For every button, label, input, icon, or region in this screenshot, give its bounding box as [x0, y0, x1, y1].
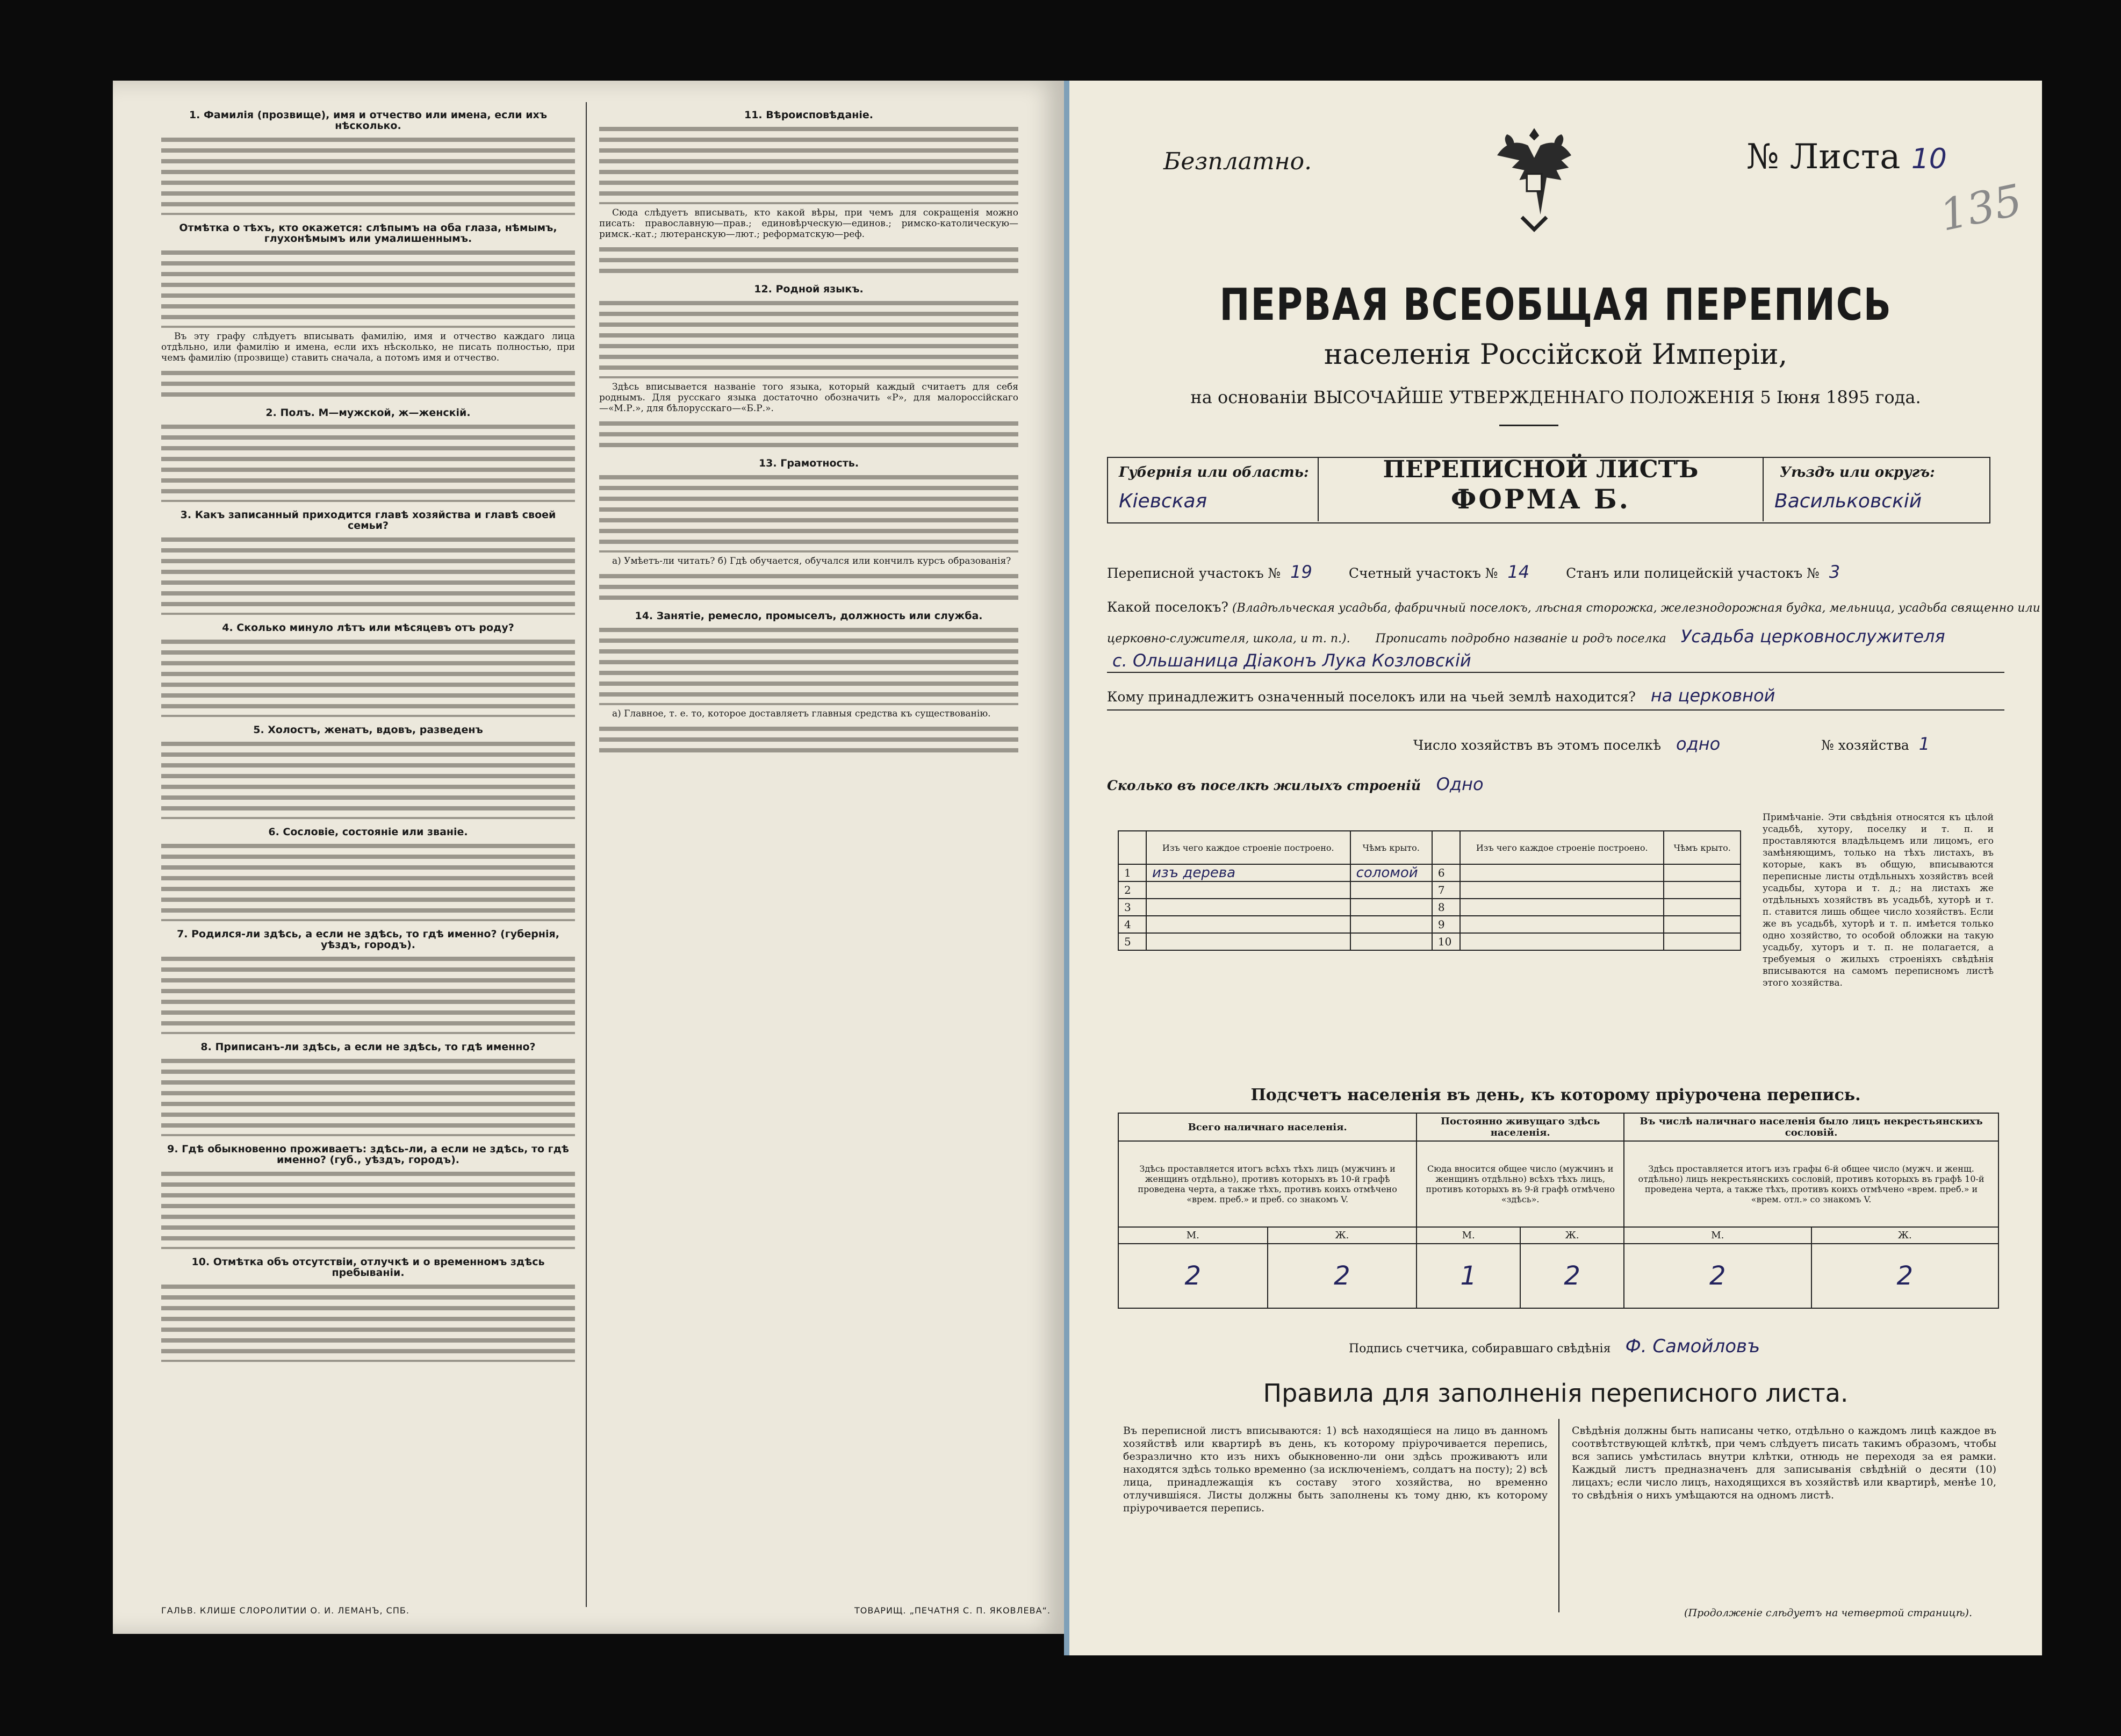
form-header-box [1107, 457, 1990, 523]
free-label: Безплатно. [1163, 148, 1312, 175]
dense-print-texture [161, 134, 575, 215]
settlement-hint-3: Прописать подробно названіе и родъ поселка [1375, 632, 1666, 645]
continuation-note: (Продолженіе слѣдуетъ на четвертой страницѣ). [1684, 1607, 1972, 1619]
settlement-line [1107, 599, 2040, 615]
settlement-value-2: с. Ольшаница Діаконъ Лука Козловскій [1112, 650, 1471, 671]
instruction-heading: 14. Занятіе, ремесло, промыселъ, должность или служба. [635, 610, 983, 622]
pop-head-nonpeasant: Въ числѣ наличнаго населенія было лицъ некрестьянскихъ сословій. [1624, 1113, 1998, 1141]
gubernia-box [1108, 458, 1319, 521]
table-row: 5 10 [1118, 933, 1741, 950]
settlement-label: Какой поселокъ? [1107, 599, 1228, 615]
instruction-heading: 5. Холостъ, женатъ, вдовъ, разведенъ [253, 724, 483, 736]
instruction-heading: 8. Приписанъ-ли здѣсь, а если не здѣсь, то гдѣ именно? [200, 1041, 536, 1053]
pop-head-total: Всего наличнаго населенія. [1118, 1113, 1417, 1141]
sex-f: Ж. [1520, 1227, 1624, 1244]
census-subtitle: населенія Россійской Имперіи, [1324, 339, 1788, 371]
signature-label: Подпись счетчика, собиравшаго свѣдѣнія [1349, 1342, 1611, 1355]
pop-desc-nonpeasant: Здѣсь проставляется итогъ изъ графы 6-й общее число (мужч. и женщ. отдѣльно) лицъ некрестьянскихъ сословій, противъ которыхъ въ графѣ 10-й проведена черта, а также тѣхъ, противъ коихъ отмѣчено «врем. преб.» и «врем. отл.» со знакомъ V. [1624, 1141, 1998, 1227]
instruction-heading: 4. Сколько минуло лѣтъ или мѣсяцевъ отъ роду? [222, 622, 514, 634]
count-value: 14 [1507, 562, 1530, 582]
district-label: Переписной участокъ № [1107, 565, 1281, 581]
census-basis: на основаніи ВЫСОЧАЙШЕ УТВЕРЖДЕННАГО ПОЛОЖЕНІЯ 5 Іюня 1895 года. [1190, 387, 1921, 407]
dense-print-texture [161, 738, 575, 819]
pop-nonpeasant-f: 2 [1811, 1244, 1998, 1308]
dense-print-texture [599, 723, 1018, 756]
settlement-hint-2: церковно-служителя, школа, и т. п.). [1107, 632, 1350, 645]
bt-head-material: Изъ чего каждое строеніе построено. [1146, 831, 1350, 864]
instruction-paragraph: а) Умѣетъ-ли читать? б) Гдѣ обучается, обучался или кончилъ курсъ образованія? [612, 556, 1011, 566]
dense-print-texture [161, 421, 575, 502]
gubernia-label: Губернія или область: [1119, 464, 1309, 480]
table-row: 4 9 [1118, 916, 1741, 933]
buildings-table [1118, 830, 1741, 951]
dense-print-texture [599, 418, 1018, 450]
buildings-value: Одно [1436, 774, 1484, 794]
dense-print-texture [599, 244, 1018, 276]
sex-f: Ж. [1268, 1227, 1417, 1244]
population-caption: Подсчетъ населенія въ день, къ которому пріурочена перепись. [1250, 1086, 1861, 1104]
uezd-box [1763, 458, 1989, 521]
instruction-heading: 1. Фамилія (прозвище), имя и отчество или имена, если ихъ нѣсколько. [189, 109, 548, 132]
dense-print-texture [161, 368, 575, 400]
sex-f: Ж. [1811, 1227, 1998, 1244]
owner-line [1107, 685, 1775, 706]
stan-value: 3 [1829, 562, 1840, 582]
sex-m: М. [1624, 1227, 1811, 1244]
signature-line [1349, 1336, 1760, 1357]
dense-print-texture [161, 1168, 575, 1249]
pop-total-f: 2 [1268, 1244, 1417, 1308]
printer-credit-right: ТОВАРИЩ. „ПЕЧАТНЯ С. П. ЯКОВЛЕВА“. [854, 1605, 1051, 1616]
buildings-line [1107, 774, 1484, 794]
pop-total-m: 2 [1118, 1244, 1268, 1308]
table-row: 1 изъ дерева соломой 6 [1118, 864, 1741, 881]
rules-title: Правила для заполненія переписного листа. [1263, 1379, 1849, 1408]
dense-print-texture [161, 1056, 575, 1136]
census-title: ПЕРВАЯ ВСЕОБЩАЯ ПЕРЕПИСЬ [1219, 279, 1892, 331]
dense-print-texture [599, 472, 1018, 553]
district-value: 19 [1290, 562, 1312, 582]
sheet-number-label: № Листа [1746, 137, 1901, 177]
bt-head-material-2: Изъ чего каждое строеніе построено. [1460, 831, 1664, 864]
households-value: одно [1676, 734, 1721, 754]
census-form-page [1069, 81, 2042, 1655]
settlement-value: Усадьба церковнослужителя [1680, 626, 1945, 647]
instruction-heading: 2. Полъ. М—мужской, ж—женскій. [265, 407, 471, 419]
owner-value: на церковной [1650, 685, 1775, 706]
households-label: Число хозяйствъ въ этомъ поселкѣ [1413, 737, 1662, 753]
dense-print-texture [161, 247, 575, 328]
dense-print-texture [161, 841, 575, 921]
instructions-column-1 [161, 102, 575, 1586]
sex-m: М. [1417, 1227, 1520, 1244]
left-page [113, 81, 1064, 1634]
dense-print-texture [599, 298, 1018, 378]
enumerator-signature: Ф. Самойловъ [1625, 1336, 1760, 1357]
count-label: Счетный участокъ № [1348, 565, 1498, 581]
pop-permanent-m: 1 [1417, 1244, 1520, 1308]
buildings-label: Сколько въ поселкѣ жилыхъ строеній [1107, 778, 1421, 793]
pencil-archive-number: 135 [1936, 175, 2026, 241]
pop-permanent-f: 2 [1520, 1244, 1624, 1308]
instruction-heading: 9. Гдѣ обыкновенно проживаетъ: здѣсь-ли, а если не здѣсь, то гдѣ именно? (губ., уѣздъ, городъ). [167, 1143, 569, 1166]
dense-print-texture [599, 571, 1018, 603]
instruction-paragraph: Сюда слѣдуетъ вписывать, кто какой вѣры, при чемъ для сокращенія можно писать: православную—прав.; единовѣрческую—единов.; римско-католическую—римск.-кат.; лютеранскую—лют.; реформатскую—реф. [599, 207, 1018, 240]
form-b-text: ФОРМА Б. [1450, 483, 1631, 515]
dense-print-texture [161, 1281, 575, 1362]
instruction-paragraph: Здѣсь вписывается названіе того языка, который каждый считаетъ для себя роднымъ. Для русскаго языка достаточно обозначить «Р», для малороссійскаго—«М.Р.», для бѣлорусскаго—«Б.Р.». [599, 382, 1018, 414]
settlement-line-2 [1107, 626, 1945, 647]
double-headed-eagle-icon [1472, 118, 1596, 242]
gubernia-value: Кіевская [1119, 490, 1207, 512]
sex-m: М. [1118, 1227, 1268, 1244]
instructions-column-2 [599, 102, 1018, 1586]
household-number-label: № хозяйства [1821, 737, 1909, 753]
household-number-value: 1 [1918, 734, 1930, 754]
population-values-row [1118, 1244, 1998, 1308]
sheet-number [1746, 137, 1947, 177]
owner-underline [1107, 709, 2004, 711]
instruction-heading: 10. Отмѣтка объ отсутствіи, отлучкѣ и о временномъ здѣсь пребываніи. [191, 1256, 545, 1279]
rules-divider [1558, 1419, 1559, 1612]
dense-print-texture [161, 534, 575, 615]
dense-print-texture [161, 636, 575, 717]
instruction-paragraph: а) Главное, т. е. то, которое доставляетъ главныя средства къ существованію. [612, 708, 991, 719]
instruction-heading: 12. Родной языкъ. [754, 283, 864, 295]
stan-label: Станъ или полицейскій участокъ № [1566, 565, 1820, 581]
instruction-paragraph: Въ эту графу слѣдуетъ вписывать фамилію, имя и отчество каждаго лица отдѣльно, или фамилію и имена, если ихъ нѣсколько, не писать полностью, при чемъ фамилію (прозвище) ставить сначала, а потомъ имя и отчество. [161, 331, 575, 363]
district-line [1107, 562, 1845, 582]
column-divider [586, 102, 587, 1607]
bt-head-roof: Чѣмъ крыто. [1350, 831, 1432, 864]
instruction-heading: 13. Грамотность. [758, 457, 859, 469]
rules-text-left: Въ переписной листъ вписываются: 1) всѣ находящіеся на лицо въ данномъ хозяйствѣ или квартирѣ въ день, къ которому пріурочивается перепись, безразлично кто изъ нихъ обыкновенно-ли они здѣсь проживаютъ или находятся здѣсь только временно (за исключеніемъ, солдатъ на посту); 2) всѣ лица, принадлежащія къ составу этого хозяйства, но временно отлучившіяся. Листы должны быть заполнены къ тому дню, къ которому пріурочивается перепись. [1123, 1425, 1548, 1514]
bt-head-roof-2: Чѣмъ крыто. [1664, 831, 1741, 864]
owner-label: Кому принадлежитъ означенный поселокъ или на чьей землѣ находится? [1107, 689, 1636, 705]
sheet-number-value: 10 [1911, 143, 1947, 175]
buildings-note: Примѣчаніе. Эти свѣдѣнія относятся къ цѣлой усадьбѣ, хутору, поселку и т. п. и проставляются владѣльцемъ или лицомъ, его замѣняющимъ, только на тѣхъ листахъ, въ которые, какъ въ общую, вписываются переписные листы отдѣльныхъ хозяйствъ всей усадьбы, хутора и т. д.; на листахъ же отдѣльныхъ хозяйствъ въ усадьбѣ, хуторѣ и т. п. ставится лишь общее число хозяйствъ. Если же въ усадьбѣ, хуторѣ и т. п. имѣется только одно хозяйство, то особой обложки на такую усадьбу, хуторъ и т. п. не полагается, а требуемыя о жилыхъ строеніяхъ свѣдѣнія вписываются на самомъ переписномъ листѣ этого хозяйства. [1763, 812, 1994, 988]
pop-desc-total: Здѣсь проставляется итогъ всѣхъ тѣхъ лицъ (мужчинъ и женщинъ отдѣльно), противъ которыхъ въ 10-й графѣ проведена черта, а также тѣхъ, противъ коихъ отмѣчено «врем. преб.» и преб. со знакомъ V. [1118, 1141, 1417, 1227]
dense-print-texture [161, 953, 575, 1034]
form-title [1318, 456, 1764, 515]
table-row: 3 8 [1118, 899, 1741, 916]
pop-nonpeasant-m: 2 [1624, 1244, 1811, 1308]
instruction-heading: 7. Родился-ли здѣсь, а если не здѣсь, то гдѣ именно? (губернія, уѣздъ, городъ). [177, 928, 559, 951]
rules-text-right: Свѣдѣнія должны быть написаны четко, отдѣльно о каждомъ лицѣ каждое въ соотвѣтствующей клѣткѣ, при чемъ слѣдуетъ писать такимъ образомъ, чтобы вся запись умѣстилась внутри клѣтки, отнюдь не переходя за ея рамки. Каждый листъ предназначенъ для записыванія свѣдѣній о десяти (10) лицахъ; если число лицъ, находящихся въ хозяйствѣ или квартирѣ, менѣе 10, то свѣдѣнія о нихъ умѣщаются на одномъ листѣ. [1572, 1425, 1996, 1501]
dense-print-texture [599, 625, 1018, 705]
instruction-heading: 3. Какъ записанный приходится главѣ хозяйства и главѣ своей семьи? [180, 509, 556, 532]
settlement-hint: (Владѣльческая усадьба, фабричный поселокъ, лѣсная сторожка, железнодорожная будка, мельница, усадьба священно или [1232, 601, 2040, 615]
population-table [1118, 1113, 1999, 1309]
settlement-underline [1107, 672, 2004, 673]
instruction-heading: 11. Вѣроисповѣданіе. [744, 109, 874, 121]
pop-head-permanent: Постоянно живущаго здѣсь населенія. [1417, 1113, 1624, 1141]
instruction-heading: 6. Сословіе, состояніе или званіе. [268, 826, 468, 838]
dense-print-texture [599, 124, 1018, 204]
pop-desc-permanent: Сюда вносится общее число (мужчинъ и женщинъ отдѣльно) всѣхъ тѣхъ лицъ, противъ которыхъ въ 9-й графѣ отмѣчено «здѣсь». [1417, 1141, 1624, 1227]
households-line [1413, 734, 1930, 754]
printer-credit-left: ГАЛЬВ. КЛИШЕ СЛОРОЛИТИИ О. И. ЛЕМАНЪ, СПБ. [161, 1605, 409, 1616]
form-title-text: ПЕРЕПИСНОЙ ЛИСТЪ [1383, 456, 1699, 483]
instruction-heading: Отмѣтка о тѣхъ, кто окажется: слѣпымъ на оба глаза, нѣмымъ, глухонѣмымъ или умалишеннымъ. [179, 222, 557, 245]
title-divider [1499, 425, 1558, 426]
uezd-value: Васильковскій [1774, 490, 1922, 512]
table-row: 2 7 [1118, 881, 1741, 899]
uezd-label: Уѣздъ или округъ: [1780, 464, 1935, 480]
